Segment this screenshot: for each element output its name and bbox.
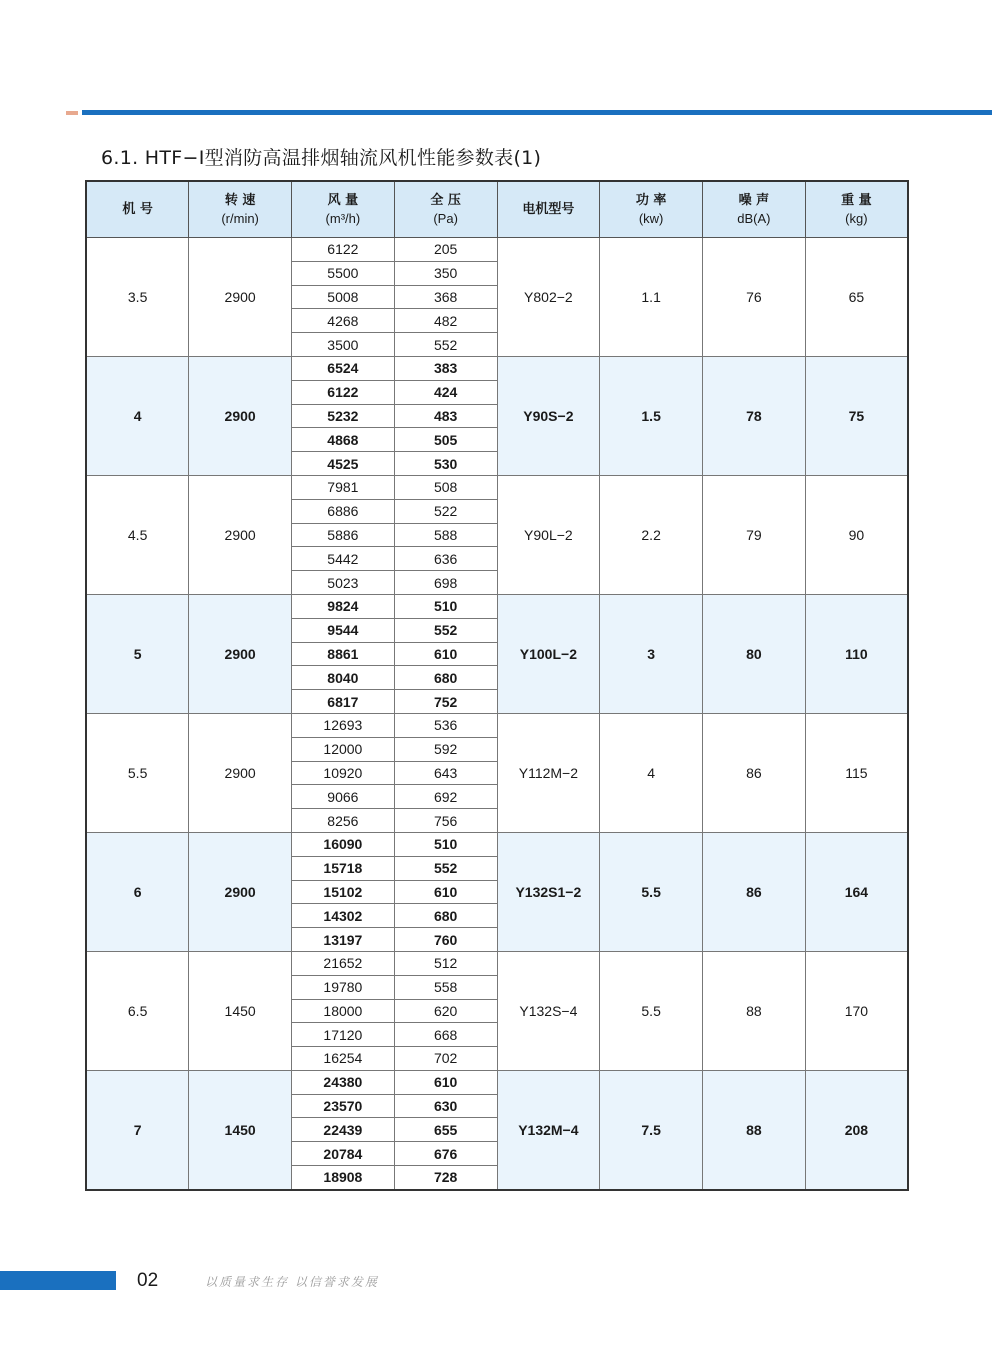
footer-bar [0, 1271, 116, 1290]
cell-pressure: 424 [394, 380, 497, 404]
cell-noise: 80 [703, 594, 806, 713]
cell-pressure: 692 [394, 785, 497, 809]
cell-pressure: 205 [394, 238, 497, 262]
header-pressure: 全 压 (Pa) [394, 181, 497, 238]
cell-pressure: 368 [394, 285, 497, 309]
cell-airflow: 16254 [292, 1047, 395, 1071]
cell-pressure: 760 [394, 928, 497, 952]
cell-pressure: 636 [394, 547, 497, 571]
header-motor: 电机型号 [497, 181, 600, 238]
cell-airflow: 9824 [292, 594, 395, 618]
cell-airflow: 9544 [292, 618, 395, 642]
cell-airflow: 6122 [292, 380, 395, 404]
cell-airflow: 6817 [292, 690, 395, 714]
cell-airflow: 4868 [292, 428, 395, 452]
cell-pressure: 505 [394, 428, 497, 452]
cell-airflow: 18908 [292, 1166, 395, 1190]
cell-pressure: 610 [394, 642, 497, 666]
cell-motor: Y802−2 [497, 238, 600, 357]
cell-speed: 1450 [189, 951, 292, 1070]
cell-airflow: 9066 [292, 785, 395, 809]
cell-pressure: 620 [394, 999, 497, 1023]
cell-airflow: 5500 [292, 261, 395, 285]
cell-pressure: 536 [394, 713, 497, 737]
cell-airflow: 14302 [292, 904, 395, 928]
cell-airflow: 20784 [292, 1142, 395, 1166]
cell-pressure: 702 [394, 1047, 497, 1071]
cell-pressure: 512 [394, 951, 497, 975]
cell-airflow: 18000 [292, 999, 395, 1023]
header-weight: 重 量 (kg) [805, 181, 908, 238]
cell-motor: Y132S−4 [497, 951, 600, 1070]
cell-pressure: 552 [394, 856, 497, 880]
cell-model: 3.5 [86, 238, 189, 357]
cell-pressure: 698 [394, 571, 497, 595]
cell-airflow: 6886 [292, 499, 395, 523]
cell-speed: 2900 [189, 356, 292, 475]
cell-airflow: 5008 [292, 285, 395, 309]
table-body [86, 238, 908, 1190]
cell-airflow: 4268 [292, 309, 395, 333]
cell-pressure: 508 [394, 475, 497, 499]
performance-table [85, 180, 909, 1191]
cell-noise: 88 [703, 951, 806, 1070]
header-airflow: 风 量 (m³/h) [292, 181, 395, 238]
cell-weight: 65 [805, 238, 908, 357]
cell-airflow: 17120 [292, 1023, 395, 1047]
cell-weight: 115 [805, 713, 908, 832]
cell-model: 5.5 [86, 713, 189, 832]
cell-power: 5.5 [600, 832, 703, 951]
cell-airflow: 19780 [292, 975, 395, 999]
cell-speed: 2900 [189, 238, 292, 357]
cell-pressure: 510 [394, 594, 497, 618]
table-row [86, 594, 908, 618]
cell-model: 4.5 [86, 475, 189, 594]
table-row [86, 832, 908, 856]
header-model: 机 号 [86, 181, 189, 238]
cell-airflow: 15718 [292, 856, 395, 880]
cell-airflow: 15102 [292, 880, 395, 904]
cell-airflow: 24380 [292, 1070, 395, 1094]
cell-motor: Y90L−2 [497, 475, 600, 594]
cell-airflow: 5023 [292, 571, 395, 595]
cell-pressure: 383 [394, 356, 497, 380]
cell-pressure: 510 [394, 832, 497, 856]
table-row [86, 713, 908, 737]
cell-pressure: 676 [394, 1142, 497, 1166]
cell-motor: Y100L−2 [497, 594, 600, 713]
table-row [86, 238, 908, 262]
cell-pressure: 680 [394, 904, 497, 928]
cell-airflow: 12693 [292, 713, 395, 737]
cell-airflow: 5442 [292, 547, 395, 571]
cell-airflow: 23570 [292, 1094, 395, 1118]
cell-model: 6.5 [86, 951, 189, 1070]
cell-weight: 110 [805, 594, 908, 713]
cell-pressure: 482 [394, 309, 497, 333]
cell-speed: 2900 [189, 832, 292, 951]
cell-pressure: 680 [394, 666, 497, 690]
cell-weight: 164 [805, 832, 908, 951]
cell-pressure: 728 [394, 1166, 497, 1190]
cell-noise: 79 [703, 475, 806, 594]
cell-airflow: 8256 [292, 809, 395, 833]
table-row [86, 1070, 908, 1094]
cell-speed: 2900 [189, 475, 292, 594]
table-row [86, 475, 908, 499]
cell-airflow: 3500 [292, 333, 395, 357]
cell-airflow: 6524 [292, 356, 395, 380]
page-number: 02 [137, 1270, 159, 1291]
cell-model: 4 [86, 356, 189, 475]
cell-model: 6 [86, 832, 189, 951]
cell-power: 2.2 [600, 475, 703, 594]
cell-power: 3 [600, 594, 703, 713]
cell-airflow: 8861 [292, 642, 395, 666]
cell-airflow: 22439 [292, 1118, 395, 1142]
cell-noise: 78 [703, 356, 806, 475]
cell-airflow: 12000 [292, 737, 395, 761]
cell-pressure: 588 [394, 523, 497, 547]
cell-pressure: 552 [394, 333, 497, 357]
cell-pressure: 752 [394, 690, 497, 714]
cell-pressure: 592 [394, 737, 497, 761]
header-speed: 转 速 (r/min) [189, 181, 292, 238]
cell-airflow: 5232 [292, 404, 395, 428]
performance-table-container [85, 180, 907, 1191]
cell-pressure: 552 [394, 618, 497, 642]
cell-noise: 76 [703, 238, 806, 357]
footer-slogan: 以质量求生存 以信誉求发展 [205, 1275, 379, 1289]
cell-power: 1.1 [600, 238, 703, 357]
cell-weight: 75 [805, 356, 908, 475]
cell-pressure: 610 [394, 880, 497, 904]
cell-motor: Y132S1−2 [497, 832, 600, 951]
cell-airflow: 6122 [292, 238, 395, 262]
cell-model: 7 [86, 1070, 189, 1189]
header-bar [82, 110, 992, 115]
cell-pressure: 643 [394, 761, 497, 785]
cell-pressure: 610 [394, 1070, 497, 1094]
header-accent-stripe [66, 111, 78, 115]
cell-power: 4 [600, 713, 703, 832]
header-power: 功 率 (kw) [600, 181, 703, 238]
cell-airflow: 21652 [292, 951, 395, 975]
cell-power: 1.5 [600, 356, 703, 475]
table-header-row [86, 181, 908, 238]
cell-weight: 90 [805, 475, 908, 594]
cell-airflow: 7981 [292, 475, 395, 499]
cell-pressure: 756 [394, 809, 497, 833]
cell-noise: 88 [703, 1070, 806, 1189]
cell-motor: Y132M−4 [497, 1070, 600, 1189]
cell-airflow: 10920 [292, 761, 395, 785]
cell-motor: Y90S−2 [497, 356, 600, 475]
cell-speed: 1450 [189, 1070, 292, 1189]
cell-power: 5.5 [600, 951, 703, 1070]
cell-power: 7.5 [600, 1070, 703, 1189]
cell-pressure: 530 [394, 452, 497, 476]
cell-pressure: 350 [394, 261, 497, 285]
cell-airflow: 5886 [292, 523, 395, 547]
cell-pressure: 655 [394, 1118, 497, 1142]
page-title: 6.1. HTF−Ⅰ型消防高温排烟轴流风机性能参数表(1) [101, 147, 542, 169]
table-row [86, 951, 908, 975]
cell-pressure: 668 [394, 1023, 497, 1047]
cell-pressure: 483 [394, 404, 497, 428]
cell-pressure: 558 [394, 975, 497, 999]
header-noise: 噪 声 dB(A) [703, 181, 806, 238]
cell-noise: 86 [703, 713, 806, 832]
cell-airflow: 8040 [292, 666, 395, 690]
cell-pressure: 630 [394, 1094, 497, 1118]
cell-weight: 208 [805, 1070, 908, 1189]
cell-motor: Y112M−2 [497, 713, 600, 832]
table-row [86, 356, 908, 380]
cell-weight: 170 [805, 951, 908, 1070]
cell-noise: 86 [703, 832, 806, 951]
cell-speed: 2900 [189, 594, 292, 713]
cell-speed: 2900 [189, 713, 292, 832]
cell-model: 5 [86, 594, 189, 713]
cell-airflow: 4525 [292, 452, 395, 476]
cell-pressure: 522 [394, 499, 497, 523]
cell-airflow: 13197 [292, 928, 395, 952]
cell-airflow: 16090 [292, 832, 395, 856]
